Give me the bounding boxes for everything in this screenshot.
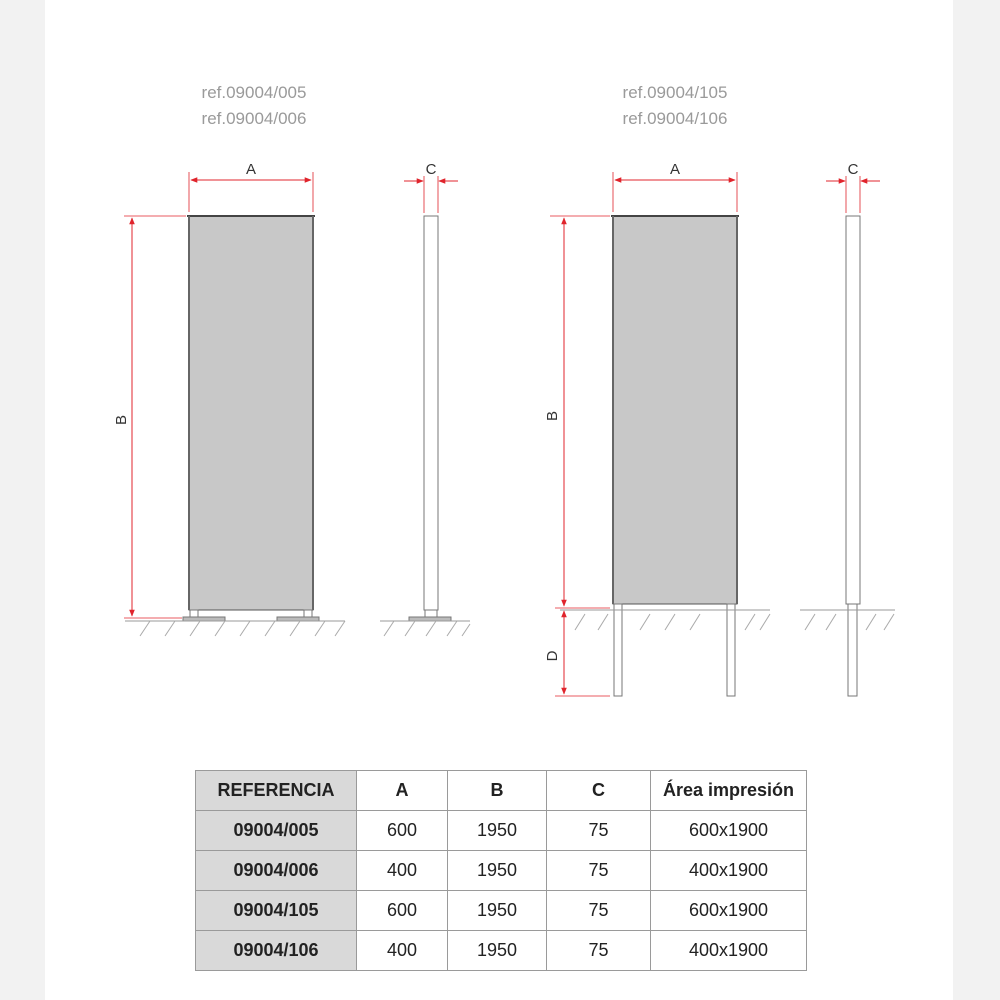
ref-line-3: ref.09004/105 [622, 83, 728, 102]
label-d: D [544, 650, 561, 662]
cell-ref: 09004/005 [196, 811, 357, 851]
leg-right [727, 604, 735, 696]
side-ground-hatch [384, 621, 470, 636]
header-a: A [357, 771, 448, 811]
cell-ref: 09004/106 [196, 931, 357, 971]
label-b-right: B [544, 410, 561, 422]
cell-b: 1950 [448, 811, 547, 851]
ground-hatch [140, 621, 345, 636]
header-b: B [448, 771, 547, 811]
cell-c: 75 [547, 931, 651, 971]
side-view-base-model [380, 161, 470, 636]
label-a-right: A [669, 161, 681, 178]
table-row [196, 811, 807, 851]
cell-b: 1950 [448, 931, 547, 971]
cell-b: 1950 [448, 891, 547, 931]
table-row [196, 931, 807, 971]
cell-c: 75 [547, 851, 651, 891]
specifications-table [195, 770, 807, 971]
cell-area: 400x1900 [651, 851, 807, 891]
cell-a: 400 [357, 931, 448, 971]
label-c-left: C [425, 161, 437, 178]
side-foot-post [425, 610, 437, 617]
side-leg [848, 604, 857, 696]
side-profile-legs [846, 216, 860, 604]
ref-line-2: ref.09004/006 [201, 109, 307, 128]
label-c-right: C [847, 161, 859, 178]
label-a-left: A [245, 161, 257, 178]
ref-line-4: ref.09004/106 [622, 109, 728, 128]
front-view-leg-model [544, 161, 770, 696]
side-base-plate [409, 617, 451, 621]
cell-a: 600 [357, 811, 448, 851]
cell-area: 600x1900 [651, 811, 807, 851]
cell-area: 400x1900 [651, 931, 807, 971]
base-plate-left [183, 617, 225, 621]
side-profile [424, 216, 438, 610]
side-view-leg-model [800, 161, 895, 696]
cell-area: 600x1900 [651, 891, 807, 931]
ref-line-1: ref.09004/005 [201, 83, 307, 102]
cell-b: 1950 [448, 851, 547, 891]
cell-a: 400 [357, 851, 448, 891]
base-plate-right [277, 617, 319, 621]
table-header-row [196, 771, 807, 811]
front-view-base-model [113, 161, 345, 636]
table-row [196, 891, 807, 931]
label-b-left: B [113, 414, 130, 426]
cell-c: 75 [547, 811, 651, 851]
header-referencia: REFERENCIA [196, 771, 357, 811]
header-area: Área impresión [651, 771, 807, 811]
cell-c: 75 [547, 891, 651, 931]
leg-left [614, 604, 622, 696]
cell-ref: 09004/006 [196, 851, 357, 891]
print-panel [189, 216, 313, 610]
ground-hatch-legs [575, 614, 770, 630]
cell-a: 600 [357, 891, 448, 931]
header-c: C [547, 771, 651, 811]
cell-ref: 09004/105 [196, 891, 357, 931]
print-panel-legs [613, 216, 737, 604]
table-row [196, 851, 807, 891]
